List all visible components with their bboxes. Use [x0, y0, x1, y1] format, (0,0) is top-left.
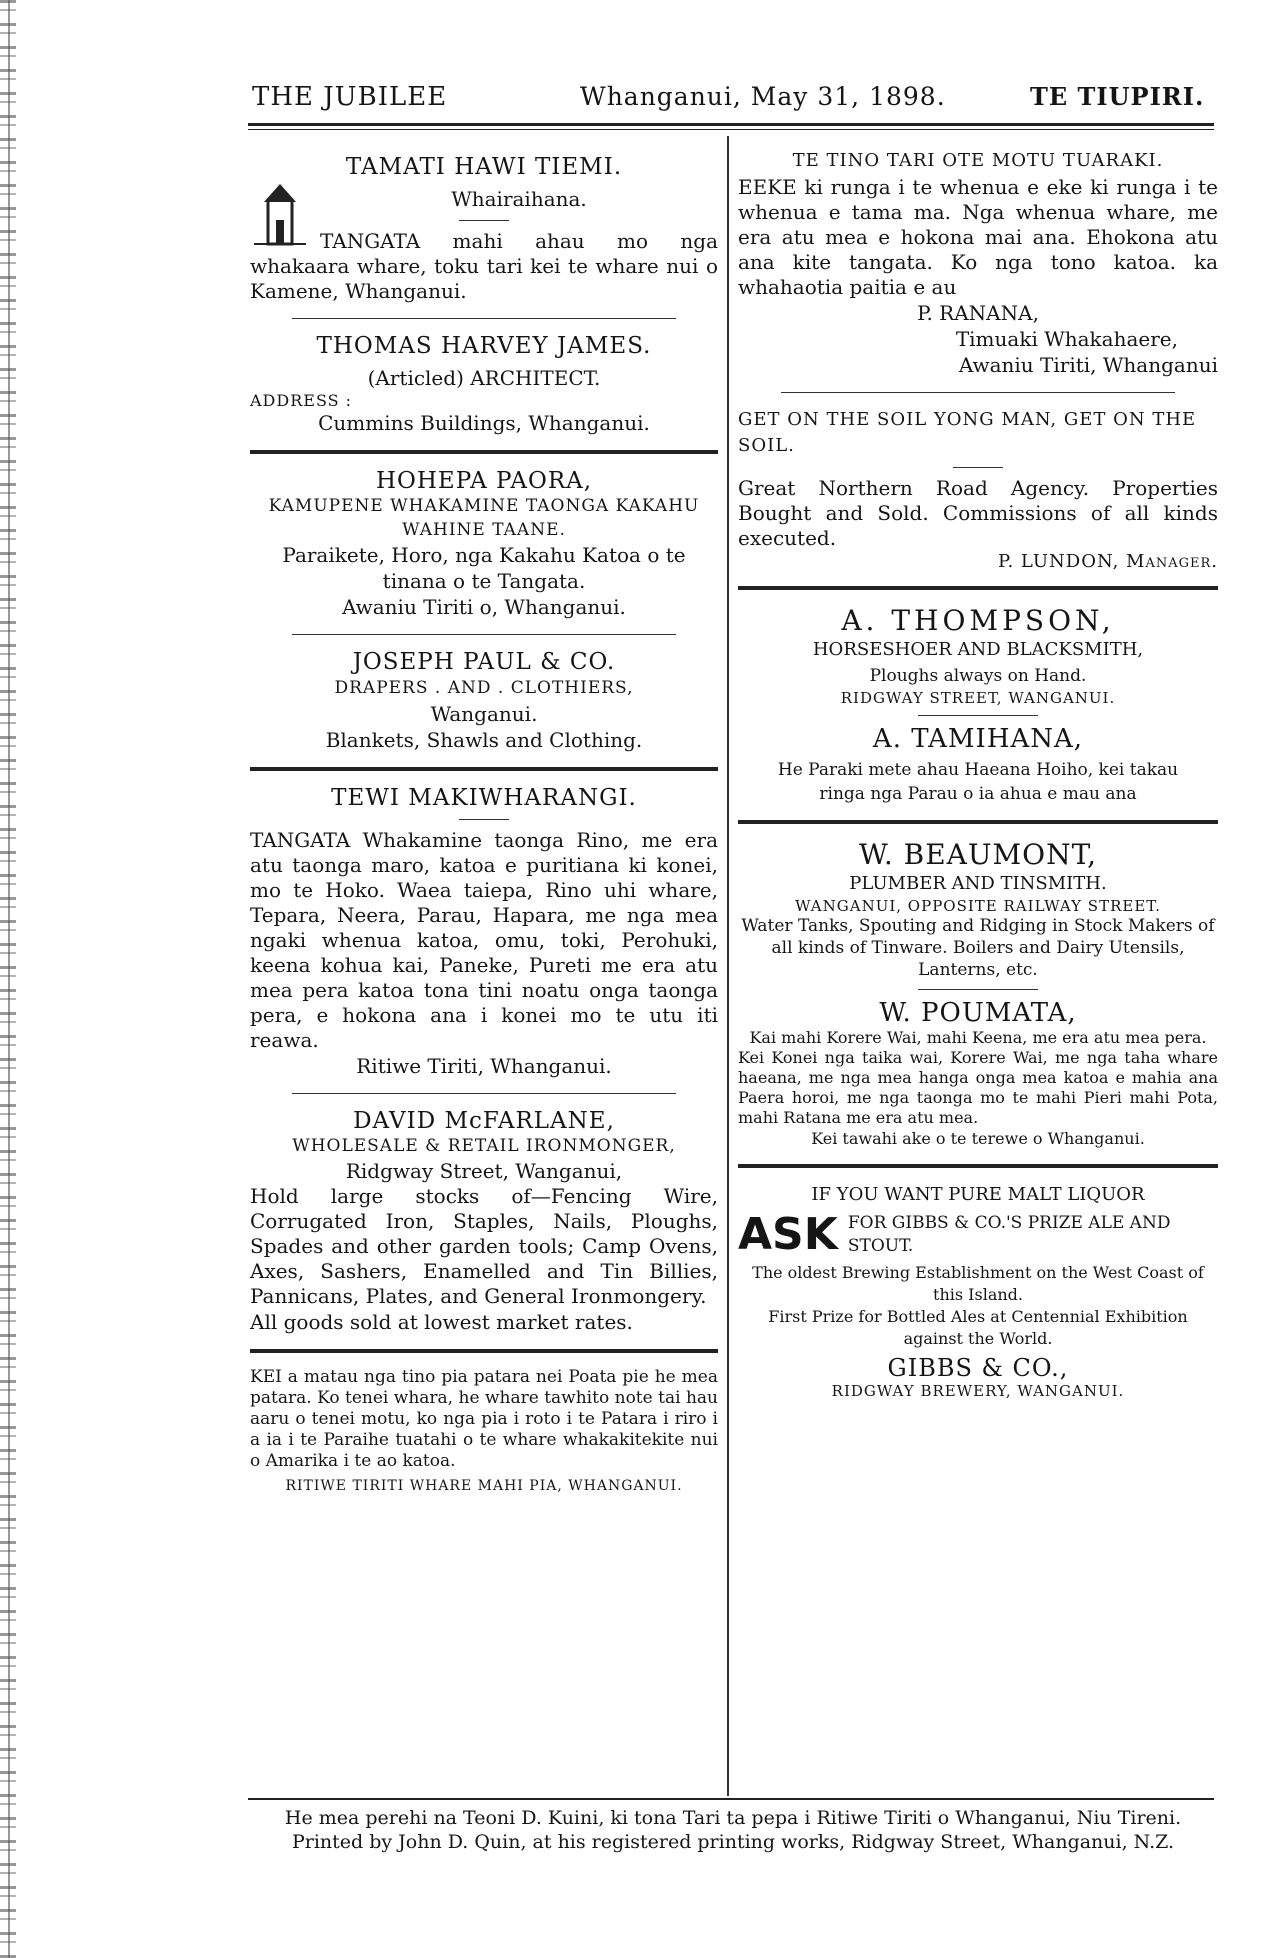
ad-manager: P. LUNDON, Manager. [998, 551, 1218, 572]
separator-thick [250, 767, 718, 771]
separator-thick [738, 586, 1218, 590]
ad-title: JOSEPH PAUL & CO. [352, 649, 616, 675]
ad-tewi [250, 785, 718, 1079]
ad-role: Timuaki Whakahaere, [955, 327, 1178, 351]
ad-david [250, 1108, 718, 1335]
ad-joseph [250, 649, 718, 753]
ad-tamihana [738, 724, 1218, 806]
ad-title: THOMAS HARVEY JAMES. [316, 333, 652, 359]
ad-line: DRAPERS . AND . CLOTHIERS, [334, 678, 634, 698]
ad-title: A. THOMPSON, [841, 604, 1115, 637]
short-rule [918, 989, 1038, 990]
ad-title: W. POUMATA, [879, 998, 1077, 1028]
ad-soil [738, 407, 1218, 572]
ad-line: FOR GIBBS & CO.'S PRIZE ALE AND STOUT. [847, 1213, 1171, 1256]
ad-body: Hold large stocks of—Fencing Wire, Corrugated Iron, Staples, Nails, Ploughs, Spades and other garden tools; Camp Ovens, Axes, Sashers, Enamelled and Tin Billies, Pannicans, Plates, and General Ironmongery. [250, 1184, 718, 1308]
separator-thick [250, 1349, 718, 1353]
ad-title: A. TAMIHANA, [872, 724, 1084, 754]
ad-address: Ritiwe Tiriti, Whanganui. [356, 1054, 612, 1078]
ad-title: TAMATI HAWI TIEMI. [345, 154, 623, 180]
ad-headline: IF YOU WANT PURE MALT LIQUOR [811, 1184, 1145, 1205]
ad-beaumont [738, 838, 1218, 981]
ad-kei [250, 1367, 718, 1494]
separator [292, 1093, 676, 1094]
short-rule [953, 467, 1003, 468]
ad-subtitle: (Articled) ARCHITECT. [367, 366, 601, 390]
ad-hohepa [250, 468, 718, 620]
ad-line: HORSESHOER AND BLACKSMITH, [812, 639, 1144, 660]
separator [781, 392, 1175, 393]
ad-body: TANGATA Whakamine taonga Rino, me era atu taonga maro, katoa e puritiana ki konei, mo te Hoko. Waea taiepa, Rino uhi whare, Tepara, Neera, Parau, Hapara, me nga mea ngaki whenua katoa, omu, toki, Perohuki, keena kohua kai, Paneke, Pureti me era atu mea pera katoa tona tini noatu onga taonga pera, e hokona ana i konei mo te utu iti reawa. [250, 828, 718, 1052]
ad-tamati [250, 154, 718, 304]
short-rule [918, 715, 1038, 716]
ad-title: HOHEPA PAORA, [375, 468, 593, 494]
ad-address: Awaniu Tiriti o, Whanganui. [342, 595, 626, 619]
ad-address: Awaniu Tiriti, Whanganui [958, 353, 1218, 377]
ad-line: Paraikete, Horo, nga Kakahu Katoa o te tinana o te Tangata. [282, 543, 686, 593]
ad-address: WANGANUI, OPPOSITE RAILWAY STREET. [795, 897, 1161, 915]
ad-tino [738, 150, 1218, 378]
left-column [250, 140, 718, 1494]
address-label: ADDRESS : [250, 391, 353, 410]
ad-thompson [738, 604, 1218, 707]
ad-address: RIDGWAY BREWERY, WANGANUI. [831, 1382, 1125, 1400]
ad-title: TE TINO TARI OTE MOTU TUARAKI. [792, 150, 1164, 171]
header-rule-thin [248, 129, 1214, 130]
ad-title: TEWI MAKIWHARANGI. [331, 785, 637, 811]
masthead-right: TE TIUPIRI. [1030, 82, 1205, 111]
ad-line: The oldest Brewing Establishment on the West Coast of this Island. [752, 1263, 1204, 1304]
footer-rule [248, 1798, 1214, 1800]
separator-thick [738, 1164, 1218, 1168]
ad-line: Kai mahi Korere Wai, mahi Keena, me era atu mea pera. [749, 1028, 1207, 1047]
header-rule [248, 123, 1214, 126]
masthead-left: THE JUBILEE [252, 82, 448, 112]
ad-gibbs [738, 1182, 1218, 1400]
ad-address: RITIWE TIRITI WHARE MAHI PIA, WHANGANUI. [285, 1478, 683, 1494]
ad-line: Ploughs always on Hand. [869, 666, 1087, 686]
ad-line: Wanganui. [430, 702, 538, 726]
ad-subtitle: Whairaihana. [451, 187, 587, 211]
ad-title: GIBBS & CO., [887, 1354, 1069, 1382]
ad-body: Kei Konei nga taika wai, Korere Wai, me nga taha whare haeana, me nga mea hanga onga mea katoa e mahia ana Paera horoi, me nga taonga mo te mahi Pieri mahi Pota, mahi Ratana me era atu mea. [738, 1048, 1218, 1127]
ad-line: WHOLESALE & RETAIL IRONMONGER, [292, 1136, 676, 1156]
separator [292, 634, 676, 635]
ad-title: GET ON THE SOIL YONG MAN, GET ON THE SOIL. [738, 409, 1197, 456]
ad-line: Kei tawahi ake o te terewe o Whanganui. [811, 1129, 1145, 1148]
building-icon [250, 180, 310, 250]
ad-title: DAVID McFARLANE, [353, 1108, 615, 1134]
ad-address: RIDGWAY STREET, WANGANUI. [840, 689, 1116, 707]
ad-body: EEKE ki runga i te whenua e eke ki runga i te whenua e tama ma. Nga whenua whare, me era atu mea e hokona mai ana. Ehokona atu ana kite tangata. Ko nga tono katoa. ka whahaotia paitia e au [738, 175, 1218, 299]
ad-line: KAMUPENE WHAKAMINE TAONGA KAKAHU WAHINE TAANE. [268, 496, 700, 540]
ad-body: TANGATA mahi ahau mo nga whakaara whare, toku tari kei te whare nui o Kamene, Whanganui. [250, 229, 718, 303]
ad-poumata [738, 998, 1218, 1150]
imprint-english: Printed by John D. Quin, at his registered printing works, Ridgway Street, Whanganui, N.Z. [291, 1831, 1175, 1853]
ad-line: Ridgway Street, Wanganui, [345, 1159, 623, 1183]
separator-thick [738, 820, 1218, 824]
right-column [738, 140, 1218, 1400]
ad-line: First Prize for Bottled Ales at Centennial Exhibition against the World. [768, 1307, 1188, 1348]
ad-line: All goods sold at lowest market rates. [250, 1310, 633, 1334]
ad-body: KEI a matau nga tino pia patara nei Poata pie he mea patara. Ko tenei whara, he whare tawhito note tai hau aaru o tenei motu, ko nga pia i roto i te Patara i riro i a ia i te Paraihe tuatahi o te whare whakakitekite nui o Amarika i te ao katoa. [250, 1367, 718, 1471]
ad-line: Blankets, Shawls and Clothing. [325, 728, 643, 752]
short-rule [459, 220, 509, 221]
separator-thick [250, 450, 718, 454]
imprint-maori: He mea perehi na Teoni D. Kuini, ki tona Tari ta pepa i Ritiwe Tiriti o Whanganui, Niu Tireni. [284, 1807, 1182, 1829]
ad-body: Great Northern Road Agency. Properties Bought and Sold. Commissions of all kinds executed. [738, 476, 1218, 550]
ad-address: Cummins Buildings, Whanganui. [318, 411, 650, 435]
ad-signer: P. RANANA, [917, 301, 1039, 325]
ad-title: W. BEAUMONT, [858, 838, 1098, 871]
ad-line: Water Tanks, Spouting and Ridging in Stock Makers of all kinds of Tinware. Boilers and Dairy Utensils, Lanterns, etc. [741, 916, 1215, 980]
ad-line: He Paraki mete ahau Haeana Hoiho, kei takau ringa nga Parau o ia ahua e mau ana [777, 760, 1179, 804]
imprint-footer [250, 1806, 1216, 1854]
column-divider [727, 136, 729, 1796]
page-edge-line [8, 0, 10, 1958]
masthead-date: Whanganui, May 31, 1898. [580, 82, 946, 111]
ad-line: PLUMBER AND TINSMITH. [849, 873, 1107, 894]
short-rule [459, 819, 509, 820]
ad-thomas [250, 333, 718, 436]
ask-word: ASK [738, 1209, 838, 1260]
separator [292, 318, 676, 319]
